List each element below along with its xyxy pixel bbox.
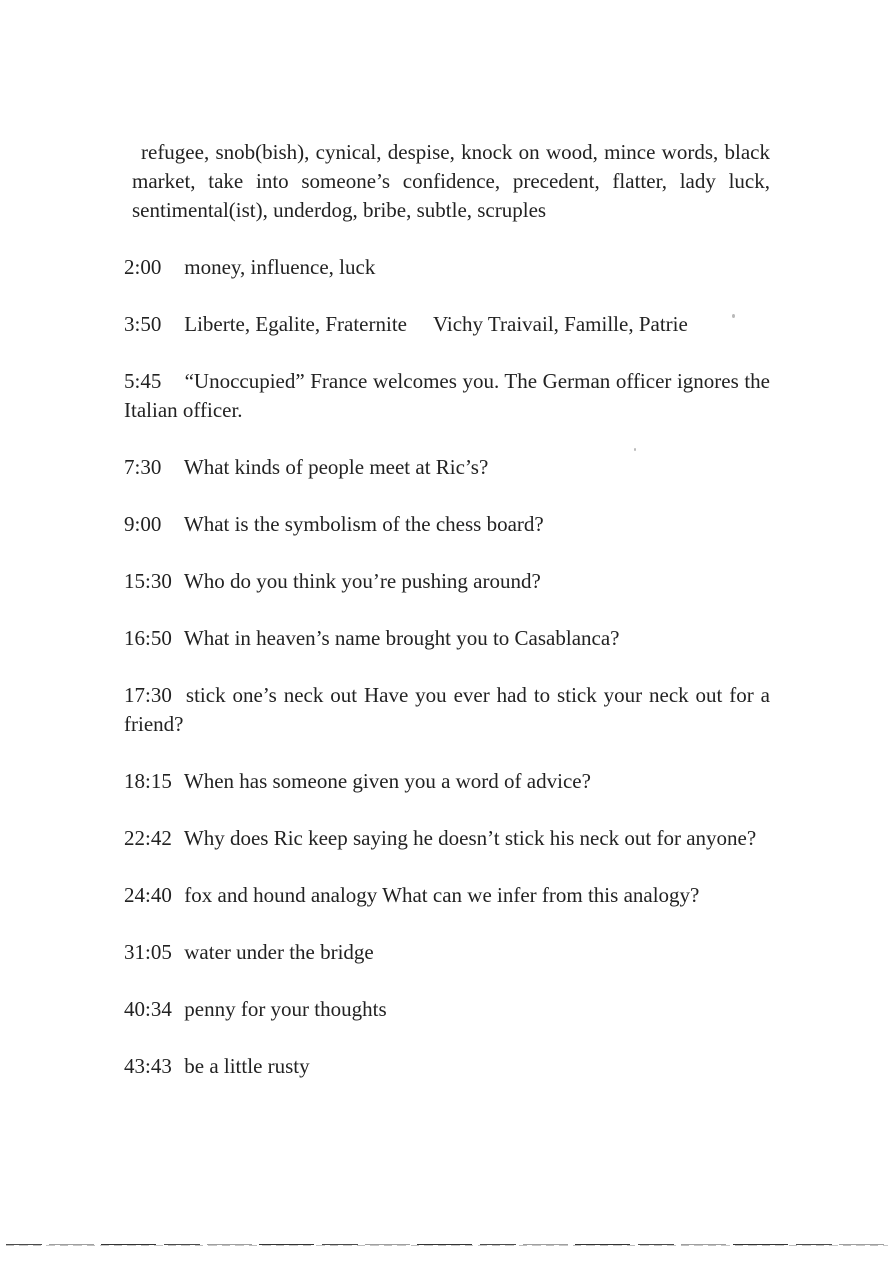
entry-row bbox=[124, 995, 770, 1024]
timestamp: 40:34 bbox=[124, 997, 172, 1021]
entry-row bbox=[124, 767, 770, 796]
entry-text: penny for your thoughts bbox=[184, 997, 387, 1021]
entry-row bbox=[124, 1052, 770, 1081]
entry-row bbox=[124, 567, 770, 596]
entry-text: stick one’s neck out Have you ever had to stick your neck out for a friend? bbox=[124, 683, 770, 736]
timestamp: 18:15 bbox=[124, 769, 172, 793]
vocabulary-paragraph: refugee, snob(bish), cynical, despise, knock on wood, mince words, black market, take into someone’s confidence, precedent, flatter, lady luck, sentimental(ist), underdog, bribe, subtle, scruples bbox=[132, 140, 770, 222]
timestamp: 43:43 bbox=[124, 1054, 172, 1078]
timestamp: 7:30 bbox=[124, 455, 162, 479]
timestamp: 5:45 bbox=[124, 369, 162, 393]
scanned-document-page bbox=[124, 138, 770, 1109]
timestamp: 9:00 bbox=[124, 512, 162, 536]
timestamp: 31:05 bbox=[124, 940, 172, 964]
entry-row bbox=[124, 453, 770, 482]
entry-text: Liberte, Egalite, Fraternite bbox=[184, 312, 407, 336]
entry-row bbox=[124, 824, 770, 853]
entry-text: be a little rusty bbox=[184, 1054, 310, 1078]
timestamp: 2:00 bbox=[124, 255, 162, 279]
entry-text: What is the symbolism of the chess board? bbox=[183, 512, 544, 536]
entry-text: What in heaven’s name brought you to Casablanca? bbox=[183, 626, 620, 650]
scan-speck bbox=[732, 314, 735, 318]
entry-row bbox=[124, 367, 770, 425]
timestamp: 15:30 bbox=[124, 569, 172, 593]
entry-row bbox=[124, 624, 770, 653]
entry-list bbox=[124, 253, 770, 1081]
entry-text: money, influence, luck bbox=[184, 255, 376, 279]
entry-text: What kinds of people meet at Ric’s? bbox=[183, 455, 489, 479]
entry-row bbox=[124, 510, 770, 539]
entry-row bbox=[124, 681, 770, 739]
entry-text: water under the bridge bbox=[184, 940, 374, 964]
page-edge-scan-line bbox=[6, 1244, 888, 1247]
entry-text: Why does Ric keep saying he doesn’t stick his neck out for anyone? bbox=[183, 826, 757, 850]
timestamp: 24:40 bbox=[124, 883, 172, 907]
entry-text: fox and hound analogy What can we infer from this analogy? bbox=[184, 883, 700, 907]
entry-row bbox=[124, 310, 770, 339]
timestamp: 17:30 bbox=[124, 683, 172, 707]
entry-text: When has someone given you a word of advice? bbox=[183, 769, 591, 793]
scan-speck bbox=[634, 448, 636, 451]
entry-text: “Unoccupied” France welcomes you. The German officer ignores the Italian officer. bbox=[124, 369, 771, 422]
entry-row bbox=[124, 881, 770, 910]
entry-row bbox=[124, 938, 770, 967]
entry-row bbox=[124, 253, 770, 282]
timestamp: 22:42 bbox=[124, 826, 172, 850]
timestamp: 3:50 bbox=[124, 312, 162, 336]
timestamp: 16:50 bbox=[124, 626, 172, 650]
entry-text: Who do you think you’re pushing around? bbox=[183, 569, 541, 593]
entry-text-secondary: Vichy Traivail, Famille, Patrie bbox=[433, 312, 688, 336]
